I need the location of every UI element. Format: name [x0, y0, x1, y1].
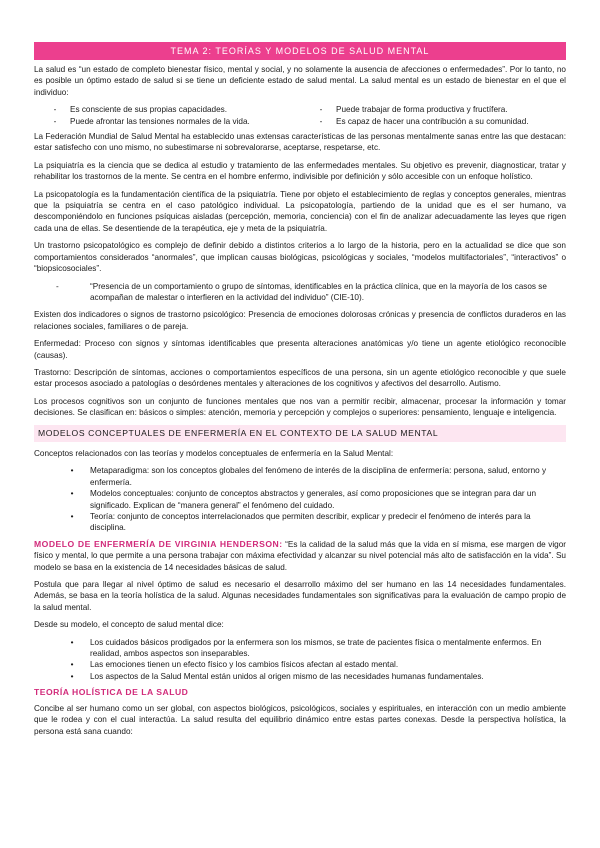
list-item: - Puede trabajar de forma productiva y fructífera.	[319, 105, 508, 115]
trastorno-paragraph: Trastorno: Descripción de síntomas, acciones o comportamientos específicos de una persona, sin un agente etiológico reconocible y que suele estar procesos asociado a patologías o desórdenes mentales y alteraciones de los cognitivos y afectivos del desarrollo. Autismo.	[34, 367, 566, 389]
henderson-heading: MODELO DE ENFERMERÍA DE VIRGINIA HENDERSON:	[34, 538, 283, 549]
disorder-paragraph: Un trastorno psicopatológico es complejo de definir debido a distintos criterios a lo largo de la historia, pero en la actualidad se dice que son comportamientos considerados “anormales”, que implican causas biológicas, psicológicas y sociales, “modelos multifactoriales”, “interactivos” o “biopsicosociales”.	[34, 241, 566, 274]
section-heading: MODELOS CONCEPTUALES DE ENFERMERÍA EN EL CONTEXTO DE LA SALUD MENTAL	[34, 425, 566, 442]
list-item: - Puede afrontar las tensiones normales de la vida.	[53, 116, 250, 126]
list-item: • Metaparadigma: son los conceptos globales del fenómeno de interés de la disciplina de enfermería: persona, salud, entorno y enfermería.	[70, 466, 547, 487]
model-points-list	[34, 637, 566, 683]
intro-paragraph: La salud es “un estado de completo bienestar físico, mental y social, y no solamente la ausencia de afecciones o enfermedades”. Por lo tanto, no es posible un óptimo estado de salud si se tiene un deficiente estado de salud mental. La salud mental es un estado de bienestar en el que el individuo:	[34, 65, 566, 97]
illness-paragraph: Enfermedad: Proceso con signos y síntomas identificables que presenta alteraciones anatómicas y/o tiene un agente etiológico reconocible (causas).	[34, 339, 566, 360]
holistic-heading: TEORÍA HOLÍSTICA DE LA SALUD	[34, 687, 189, 698]
list-item: - Es capaz de hacer una contribución a su comunidad.	[319, 116, 529, 126]
concepts-intro: Conceptos relacionados con las teorías y modelos conceptuales de enfermería en la Salud Mental:	[34, 448, 394, 458]
postula-paragraph: Postula que para llegar al nivel óptimo de salud es necesario el desarrollo máximo del ser humano en las 14 necesidades fundamentales. Además, se basa en la teoría holística de la salud. Algunas necesidades fundamentales son significativas para la evaluación de campo propio de la salud mental.	[34, 580, 566, 612]
list-item: • Modelos conceptuales: conjunto de conceptos abstractos y generales, así como proposiciones que se integran para dar un significado. Explican de “manera general” el fenómeno del cuidado.	[70, 489, 537, 510]
list-item: • Los aspectos de la Salud Mental están unidos al origen mismo de las necesidades humanas fundamentales.	[70, 671, 484, 681]
psychiatry-paragraph: La psiquiatría es la ciencia que se dedica al estudio y tratamiento de las enfermedades mentales. Su objetivo es prevenir, diagnosticar, tratar y rehabilitar los trastornos de la mente. Se centra en el hombre enfermo, indivisible por definición y sólo accesible con un enfoque holístico.	[34, 160, 566, 182]
indicators-paragraph: Existen dos indicadores o signos de trastorno psicológico: Presencia de emociones dolorosas crónicas y presencia de conflictos duraderos en las relaciones sociales, familiares o de pareja.	[34, 310, 566, 331]
cie10-quote: - “Presencia de un comportamiento o grupo de síntomas, identificables en la práctica clínica, que en la mayoría de los casos se acompañan de malestar o interfieren en la actividad del individuo” (CIE-10).	[56, 281, 547, 302]
psychopathology-paragraph: La psicopatología es la fundamentación científica de la psiquiatría. Tiene por objeto el establecimiento de reglas y conceptos generales, mientras que la psiquiatría se centra en el caso patológico individual. La psicopatología, partiendo de la unidad que es el ser humano, va descomponiéndolo en funciones psíquicas aisladas (percepción, memoria, conciencia) con el fin de analizar adecuadamente las leyes que rigen cada una de ellas. Se desentiende de la terapéutica, eje y meta de la psiquiatría.	[34, 189, 566, 233]
page-title: TEMA 2: TEORÍAS Y MODELOS DE SALUD MENTAL	[34, 42, 566, 60]
henderson-paragraph: MODELO DE ENFERMERÍA DE VIRGINIA HENDERSON: “Es la calidad de la salud más que la vida en sí misma, ese margen de vigor físico y mental, lo que permite a una persona trabajar con máxima efectividad y alcanzar su nivel potencial más alto de satisfacción en la vida”. Su modelo se basa en la existencia de 14 necesidades básicas de salud.	[34, 538, 566, 572]
cognitive-paragraph: Los procesos cognitivos son un conjunto de funciones mentales que nos van a permitir recibir, almacenar, procesar la información y tomar decisiones. Se clasifican en: básicos o simples: atención, memoria y percepción y complejos o superiores: pensamiento, lenguaje e inteligencia.	[34, 396, 566, 418]
list-item: • Los cuidados básicos prodigados por la enfermera son los mismos, se trate de pacientes física o mentalmente enfermos. En realidad, ambos aspectos son inseparables.	[70, 637, 542, 659]
wellbeing-list	[34, 104, 566, 127]
list-item: - Es consciente de sus propias capacidades.	[53, 105, 228, 115]
federation-paragraph: La Federación Mundial de Salud Mental ha establecido unas extensas características de las personas mentalmente sanas entre las que destacan: estar satisfecho con uno mismo, no subestimarse ni sobrevalorarse, aceptarse, respetarse, etc.	[34, 132, 566, 153]
document-body	[34, 64, 566, 743]
holistic-paragraph: Concibe al ser humano como un ser global, con aspectos biológicos, psicológicos, sociales y espirituales, en interacción con un medio ambiente que le rodea y con el cual interactúa. La salud resulta del equilibrio dinámico entre estas partes conexas. Desde la perspectiva holística, la persona está sana cuando:	[34, 703, 566, 736]
concepts-list	[34, 465, 566, 533]
list-item: • Las emociones tienen un efecto físico y los cambios físicos afectan al estado mental.	[70, 660, 399, 670]
desde-paragraph: Desde su modelo, el concepto de salud mental dice:	[34, 620, 224, 630]
list-item: • Teoría: conjunto de conceptos interrelacionados que permiten describir, explicar y predecir el fenómeno de interés para la disciplina.	[70, 512, 531, 533]
